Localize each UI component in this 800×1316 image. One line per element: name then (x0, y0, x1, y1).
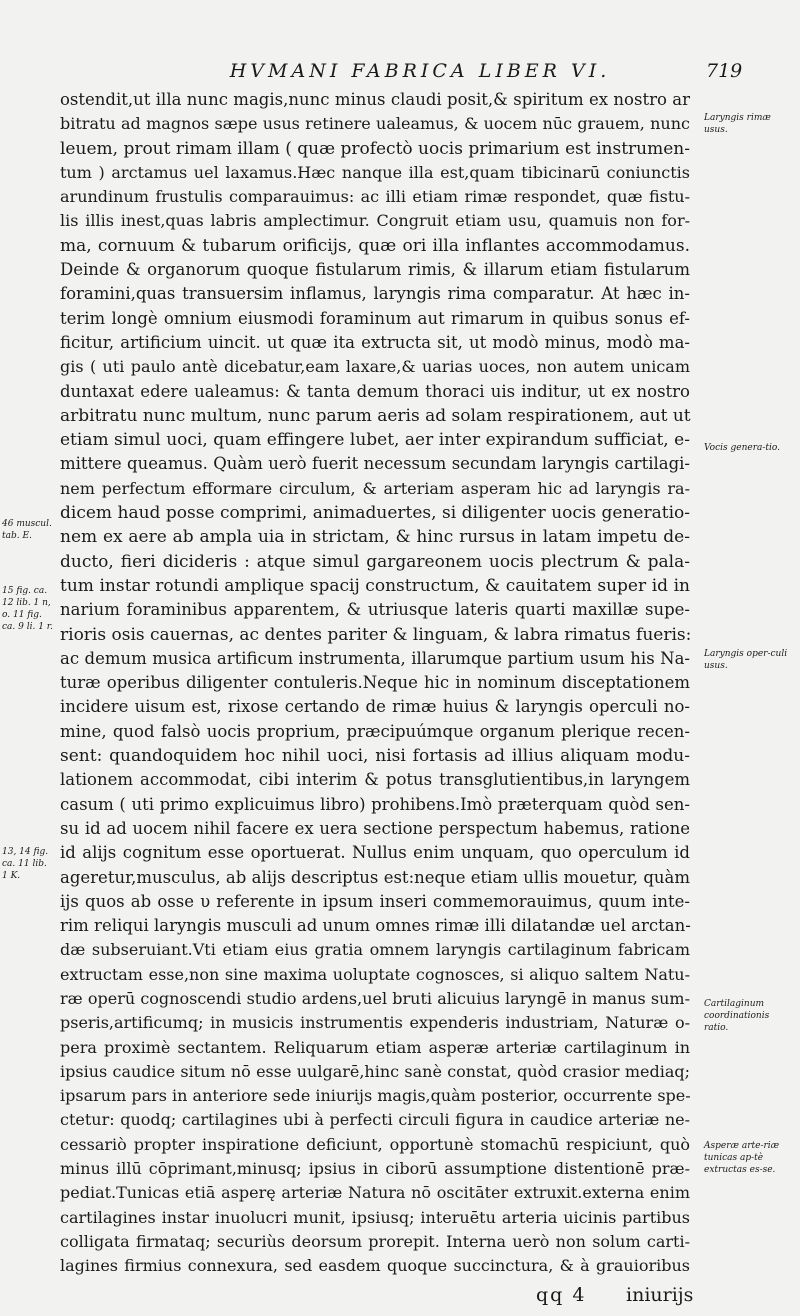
text-line: ageretur,musculus, ab alijs descriptus est:neque etiam ullis mouetur, quàm (60, 867, 690, 887)
signature-mark: qq 4 (536, 1284, 587, 1306)
margin-ref-larynx: 13, 14 fig. ca. 11 lib. 1 K. (2, 847, 49, 881)
text-line: narium foraminibus apparentem, & utriusque lateris quarti maxillæ supe- (60, 600, 690, 620)
text-line: dicem haud posse comprimi, animaduertes, si diligenter uocis generatio- (60, 503, 690, 524)
text-line: mittere queamus. Quàm uerò fuerit necessum secundam laryngis cartilagi- (60, 454, 690, 474)
text-line: rim reliqui laryngis musculi ad unum omnes rimæ illi dilatandæ uel arctan- (60, 916, 691, 936)
text-line: nem ex aere ab ampla uia in strictam, & hinc rursus in latam impetu de- (60, 527, 690, 548)
text-line: pera proximè sectantem. Reliquarum etiam asperæ arteriæ cartilaginum in (60, 1037, 690, 1057)
text-line: lis illis inest,quas labris amplectimur. Congruit etiam usu, quamuis non for- (60, 211, 690, 231)
text-line: tum instar rotundi amplique spacij constructum, & cauitatem super id in (60, 575, 690, 596)
margin-note-cartilaginum: Cartilaginum coordinationis ratio. (704, 999, 770, 1033)
text-line: cessariò propter inspiratione deficiunt, opportunè stomachū respiciunt, quò (60, 1134, 690, 1154)
catchword: iniurijs (626, 1284, 694, 1306)
margin-note-rima: Laryngis rimæ usus. (704, 113, 771, 135)
text-line: minus illū cōprimant,minusq; ipsius in ciborū assumptione distentionē præ- (60, 1159, 690, 1179)
main-text-block (60, 88, 690, 1279)
text-line: ipsius caudice situm nō esse uulgarē,hinc sanè constat, quòd crasior mediaq; (60, 1061, 690, 1081)
text-line: lagines firmius connexura, sed easdem quoque succinctura, & à grauioribus (60, 1256, 690, 1276)
margin-note-tunicas: Asperæ arte-riæ tunicas ap-tè extructas es-se. (704, 1141, 780, 1175)
text-line: sent: quandoquidem hoc nihil uoci, nisi fortasis ad illius aliquam modu- (60, 746, 690, 767)
text-line: pediat.Tunicas etiā asperę arteriæ Natura nō oscitāter extruxit.externa enim (60, 1183, 690, 1203)
text-line: ducto, fieri dicideris : atque simul gargareonem uocis plectrum & pala- (60, 551, 690, 572)
text-line: ipsarum pars in anteriore sede iniurijs magis,quàm posterior, occurrente spe- (60, 1086, 691, 1106)
margin-note-vocis: Vocis genera-tio. (704, 443, 781, 453)
text-line: pseris,artificumq; in musicis instrumentis expenderis industriam, Naturæ o- (60, 1013, 690, 1033)
text-line: extructam esse,non sine maxima uoluptate cognosces, si aliquo saltem Natu- (60, 964, 690, 984)
page-number: 719 (706, 60, 743, 82)
margin-ref-musculus: 46 muscul. tab. E. (2, 519, 52, 541)
text-line: duntaxat edere ualeamus: & tanta demum thoraci uis inditur, ut ex nostro (60, 381, 690, 401)
text-line: casum ( uti primo explicuimus libro) prohibens.Imò præterquam quòd sen- (60, 794, 690, 814)
text-line: colligata firmataq; securiùs deorsum prorepit. Interna uerò non solum carti- (60, 1231, 690, 1251)
text-line: arundinum frustulis comparauimus: ac illi etiam rimæ respondet, quæ fistu- (60, 187, 690, 207)
text-line: Deinde & organorum quoque fistularum rimis, & illarum etiam fistularum (60, 260, 690, 280)
text-line: su id ad uocem nihil facere ex uera sectione perspectum habemus, ratione (60, 818, 690, 838)
text-line: lationem accommodat, cibi interim & potus transglutientibus,in laryngem (60, 770, 690, 790)
text-line: ficitur, artificium uincit. ut quæ ita extructa sit, ut modò minus, modò ma- (60, 332, 690, 352)
text-line: cartilagines instar inuolucri munit, ipsiusq; interuētu arteria uicinis partibus (60, 1207, 690, 1227)
text-line: ctetur: quodq; cartilagines ubi à perfecti circuli figura in caudice arteriæ ne- (60, 1110, 690, 1130)
text-line: tum ) arctamus uel laxamus.Hæc nanque illa est,quam tibicinarū coniunctis (60, 162, 690, 182)
text-line: rioris osis cauernas, ac dentes pariter & linguam, & labra rimatus fueris: (60, 624, 692, 645)
text-line: etiam simul uoci, quam effingere lubet, aer inter expirandum sufficiat, e- (60, 430, 690, 451)
text-line: terim longè omnium eiusmodi foraminum aut rimarum in quibus sonus ef- (60, 308, 690, 328)
text-line: leuem, prout rimam illam ( quæ profectò uocis primarium est instrumen- (60, 138, 690, 159)
text-line: ræ operū cognoscendi studio ardens,uel bruti alicuius laryngē in manus sum- (60, 988, 690, 1008)
text-line: ma, cornuum & tubarum orificijs, quæ ori illa inflantes accommodamus. (60, 235, 690, 256)
text-line: dæ subseruiant.Vti etiam eius gratia omnem laryngis cartilaginum fabricam (60, 940, 690, 960)
text-line: id alijs cognitum esse oportuerat. Nullus enim unquam, quo operculum id (60, 843, 690, 863)
text-line: nem perfectum efformare circulum, & arteriam asperam hic ad laryngis ra- (60, 478, 690, 498)
text-line: bitratu ad magnos sæpe usus retinere ualeamus, & uocem nūc grauem, nunc (60, 114, 690, 134)
running-title: HVMANI FABRICA LIBER VI. (229, 60, 611, 82)
margin-ref-figures: 15 fig. ca. 12 lib. 1 n, o. 11 fig. ca. 9 li. 1 r. (2, 586, 53, 632)
margin-note-operculi: Laryngis oper-culi usus. (704, 649, 788, 671)
text-line: ostendit,ut illa nunc magis,nunc minus claudi posit,& spiritum ex nostro ar (60, 90, 690, 109)
text-line: gis ( uti paulo antè dicebatur,eam laxare,& uarias uoces, non autem unicam (60, 357, 690, 377)
text-line: foramini,quas transuersim inflamus, laryngis rima comparatur. At hæc in- (60, 284, 690, 304)
text-line: turæ operibus diligenter contuleris.Neque hic in nominum disceptationem (60, 673, 690, 693)
text-line: mine, quod falsò uocis proprium, præcipuúmque organum plerique recen- (60, 721, 690, 741)
text-line: incidere uisum est, rixose certando de rimæ huius & laryngis operculi no- (60, 697, 690, 717)
text-line: ijs quos ab osse υ referente in ipsum inseri commemorauimus, quum inte- (60, 891, 690, 911)
text-line: ac demum musica artificum instrumenta, illarumque partium usum his Na- (60, 648, 690, 668)
text-line: arbitratu nunc multum, nunc parum aeris ad solam respirationem, aut ut (60, 405, 691, 426)
